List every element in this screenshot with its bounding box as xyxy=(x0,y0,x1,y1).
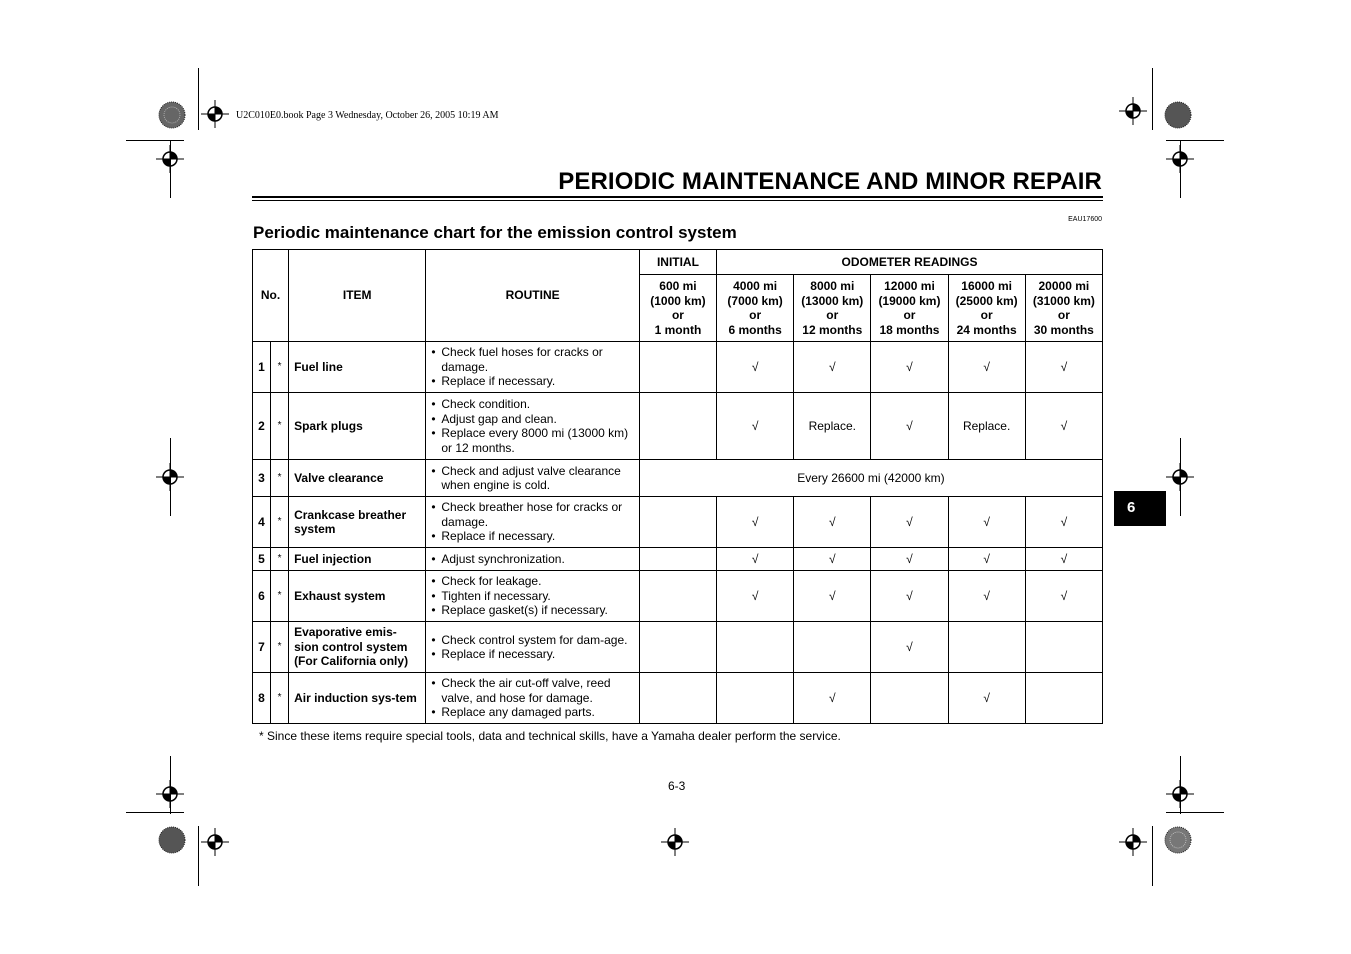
routine-step: • Check the air cut-off valve, reed valve, and hose for damage. xyxy=(431,676,633,705)
routine-step: • Check and adjust valve clearance when engine is cold. xyxy=(431,464,633,493)
header-interval-line: 1 month xyxy=(654,322,702,337)
header-odometer: ODOMETER READINGS xyxy=(717,250,1103,275)
service-mark: √ xyxy=(1025,497,1102,548)
service-mark: √ xyxy=(794,342,871,393)
service-mark: √ xyxy=(871,393,948,460)
routine-step: • Replace if necessary. xyxy=(431,647,633,662)
maintenance-table xyxy=(252,249,1103,724)
service-mark: √ xyxy=(871,622,948,673)
row-routine xyxy=(426,460,639,497)
header-interval-line: 16000 mi xyxy=(961,279,1012,293)
document-code: EAU17600 xyxy=(1068,216,1102,223)
row-item: Valve clearance xyxy=(289,460,426,497)
dealer-service-asterisk: * xyxy=(271,342,289,393)
header-interval-line: or xyxy=(903,308,916,322)
header-routine: ROUTINE xyxy=(426,250,639,342)
row-routine xyxy=(426,393,639,460)
row-number: 3 xyxy=(253,460,271,497)
header-interval-line: (19000 km) xyxy=(878,293,941,308)
header-interval-line: 12 months xyxy=(802,322,863,337)
header-interval-line: 600 mi xyxy=(659,279,697,293)
header-interval xyxy=(717,275,794,342)
row-routine xyxy=(426,622,639,673)
chapter-title: PERIODIC MAINTENANCE AND MINOR REPAIR xyxy=(558,168,1102,195)
rosette-mark-icon xyxy=(158,101,186,129)
registration-mark-icon xyxy=(201,100,229,128)
service-mark: √ xyxy=(948,548,1025,571)
routine-step: • Replace gasket(s) if necessary. xyxy=(431,603,633,618)
row-item: Evaporative emis-sion control system (For California only) xyxy=(289,622,426,673)
header-interval-line: 4000 mi xyxy=(733,279,778,293)
registration-mark-icon xyxy=(201,828,229,856)
service-mark xyxy=(639,342,716,393)
dealer-service-asterisk: * xyxy=(271,571,289,622)
header-interval xyxy=(639,275,716,342)
header-interval-line: 24 months xyxy=(956,322,1017,337)
service-mark: √ xyxy=(871,342,948,393)
service-mark xyxy=(871,673,948,724)
row-item: Air induction sys-tem xyxy=(289,673,426,724)
service-mark xyxy=(1025,622,1102,673)
header-interval-line: or xyxy=(749,308,762,322)
service-mark: √ xyxy=(1025,393,1102,460)
table-row xyxy=(253,673,1103,724)
service-mark: √ xyxy=(794,673,871,724)
header-initial: INITIAL xyxy=(639,250,716,275)
header-interval-line: 20000 mi xyxy=(1038,279,1090,293)
service-mark: √ xyxy=(1025,548,1102,571)
row-number: 7 xyxy=(253,622,271,673)
header-interval-line: or xyxy=(1057,308,1070,322)
title-rule-thin xyxy=(252,200,1103,201)
header-interval xyxy=(1025,275,1102,342)
row-number: 6 xyxy=(253,571,271,622)
row-item: Fuel line xyxy=(289,342,426,393)
footnote: * Since these items require special tools, data and technical skills, have a Yamaha dealer perform the service. xyxy=(259,729,841,743)
service-mark xyxy=(639,673,716,724)
table-row xyxy=(253,571,1103,622)
registration-mark-icon xyxy=(156,463,184,491)
row-number: 5 xyxy=(253,548,271,571)
header-interval-line: 30 months xyxy=(1033,322,1094,337)
table-row xyxy=(253,622,1103,673)
row-routine xyxy=(426,673,639,724)
service-mark xyxy=(794,622,871,673)
header-interval xyxy=(871,275,948,342)
service-mark xyxy=(948,622,1025,673)
header-interval-line: or xyxy=(980,308,993,322)
rosette-mark-icon xyxy=(1164,101,1192,129)
routine-step: • Replace every 8000 mi (13000 km) or 12 months. xyxy=(431,426,633,455)
header-interval-line: 12000 mi xyxy=(884,279,935,293)
header-interval-line: (25000 km) xyxy=(955,293,1018,308)
header-interval-line: (1000 km) xyxy=(650,293,706,308)
routine-step: • Tighten if necessary. xyxy=(431,589,633,604)
header-interval-line: 18 months xyxy=(879,322,940,337)
header-interval-line: 8000 mi xyxy=(810,279,855,293)
header-interval-line: 6 months xyxy=(728,322,782,337)
interval-note: Every 26600 mi (42000 km) xyxy=(639,460,1102,497)
row-routine xyxy=(426,548,639,571)
service-mark: √ xyxy=(948,342,1025,393)
service-mark: √ xyxy=(717,497,794,548)
service-mark xyxy=(639,548,716,571)
service-mark: √ xyxy=(1025,342,1102,393)
header-interval-line: (7000 km) xyxy=(727,293,783,308)
service-mark: √ xyxy=(794,548,871,571)
header-interval-line: (31000 km) xyxy=(1032,293,1095,308)
service-mark xyxy=(639,622,716,673)
routine-step: • Check for leakage. xyxy=(431,574,633,589)
header-interval-line: (13000 km) xyxy=(801,293,864,308)
dealer-service-asterisk: * xyxy=(271,393,289,460)
service-mark xyxy=(1025,673,1102,724)
dealer-service-asterisk: * xyxy=(271,622,289,673)
routine-step: • Check control system for dam-age. xyxy=(431,633,633,648)
table-row xyxy=(253,497,1103,548)
row-routine xyxy=(426,571,639,622)
dealer-service-asterisk: * xyxy=(271,548,289,571)
header-interval-line: or xyxy=(671,308,684,322)
header-item: ITEM xyxy=(289,250,426,342)
service-mark: √ xyxy=(871,548,948,571)
service-mark: Replace. xyxy=(948,393,1025,460)
row-number: 1 xyxy=(253,342,271,393)
service-mark: √ xyxy=(717,571,794,622)
service-mark: √ xyxy=(1025,571,1102,622)
row-number: 4 xyxy=(253,497,271,548)
service-mark: √ xyxy=(717,342,794,393)
routine-step: • Replace if necessary. xyxy=(431,529,633,544)
routine-step: • Check condition. xyxy=(431,397,633,412)
registration-mark-icon xyxy=(1166,780,1194,808)
service-mark xyxy=(639,571,716,622)
row-item: Fuel injection xyxy=(289,548,426,571)
routine-step: • Check fuel hoses for cracks or damage. xyxy=(431,345,633,374)
service-mark: √ xyxy=(948,673,1025,724)
service-mark xyxy=(717,673,794,724)
row-routine xyxy=(426,497,639,548)
service-mark: √ xyxy=(794,571,871,622)
service-mark: Replace. xyxy=(794,393,871,460)
service-mark: √ xyxy=(948,497,1025,548)
registration-mark-icon xyxy=(156,145,184,173)
service-mark: √ xyxy=(871,497,948,548)
registration-mark-icon xyxy=(661,828,689,856)
row-item: Spark plugs xyxy=(289,393,426,460)
service-mark: √ xyxy=(717,393,794,460)
table-row xyxy=(253,342,1103,393)
routine-step: • Adjust gap and clean. xyxy=(431,412,633,427)
registration-mark-icon xyxy=(1119,828,1147,856)
table-row xyxy=(253,548,1103,571)
table-row xyxy=(253,393,1103,460)
header-interval xyxy=(794,275,871,342)
section-title: Periodic maintenance chart for the emission control system xyxy=(253,223,737,242)
registration-mark-icon xyxy=(1119,97,1147,125)
service-mark xyxy=(639,393,716,460)
title-rule xyxy=(252,196,1103,198)
dealer-service-asterisk: * xyxy=(271,460,289,497)
row-number: 2 xyxy=(253,393,271,460)
row-item: Exhaust system xyxy=(289,571,426,622)
dealer-service-asterisk: * xyxy=(271,497,289,548)
chapter-tab-label: 6 xyxy=(1127,499,1136,516)
service-mark: √ xyxy=(948,571,1025,622)
registration-mark-icon xyxy=(156,780,184,808)
service-mark: √ xyxy=(717,548,794,571)
service-mark xyxy=(717,622,794,673)
routine-step: • Check breather hose for cracks or damage. xyxy=(431,500,633,529)
routine-step: • Replace any damaged parts. xyxy=(431,705,633,720)
routine-step: • Replace if necessary. xyxy=(431,374,633,389)
chapter-tab xyxy=(1114,491,1166,526)
row-item: Crankcase breather system xyxy=(289,497,426,548)
registration-mark-icon xyxy=(1166,463,1194,491)
header-interval-line: or xyxy=(826,308,839,322)
row-number: 8 xyxy=(253,673,271,724)
service-mark xyxy=(639,497,716,548)
dealer-service-asterisk: * xyxy=(271,673,289,724)
rosette-mark-icon xyxy=(158,826,186,854)
table-row xyxy=(253,460,1103,497)
header-no: No. xyxy=(253,250,289,342)
registration-mark-icon xyxy=(1166,145,1194,173)
row-routine xyxy=(426,342,639,393)
routine-step: • Adjust synchronization. xyxy=(431,552,633,567)
service-mark: √ xyxy=(794,497,871,548)
service-mark: √ xyxy=(871,571,948,622)
header-interval xyxy=(948,275,1025,342)
print-header: U2C010E0.book Page 3 Wednesday, October 26, 2005 10:19 AM xyxy=(236,110,499,121)
page-number: 6-3 xyxy=(668,779,686,793)
rosette-mark-icon xyxy=(1164,826,1192,854)
